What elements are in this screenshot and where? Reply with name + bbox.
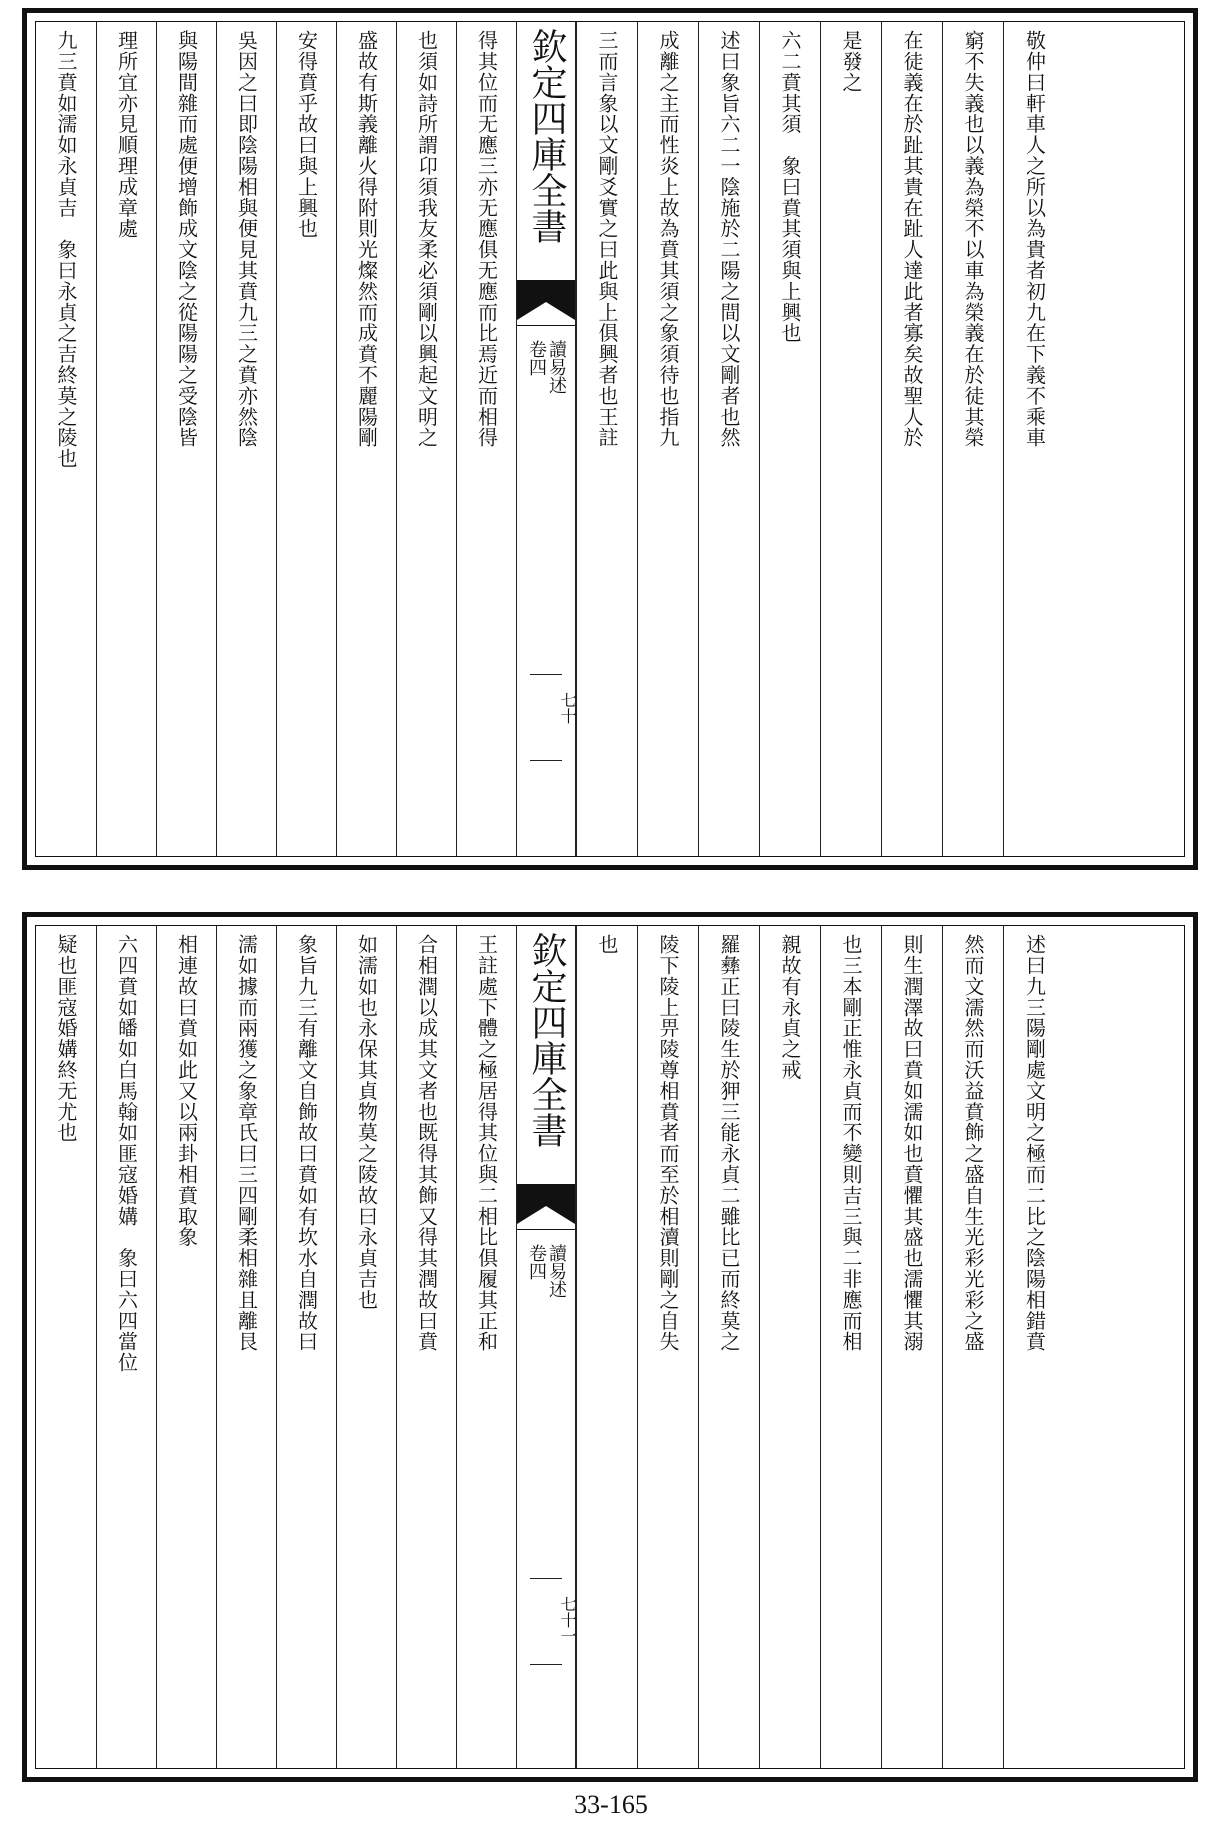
text-column [881,22,942,856]
text-column [698,926,759,1768]
column-text: 得其位而无應三亦无應俱无應而比焉近而相得 [474,30,499,448]
text-column [820,926,881,1768]
text-column [576,926,637,1768]
text-column [942,926,1003,1768]
text-column [576,22,637,856]
column-text: 也三本剛正惟永貞而不變則吉三與二非應而相 [839,934,863,1352]
text-column [820,22,881,856]
text-column [216,22,276,856]
column-text: 述曰象旨六二一陰施於二陽之間以文剛者也然 [717,30,741,448]
column-text: 羅彝正曰陵生於狎三能永貞二雖比已而終莫之 [717,934,741,1352]
page-number: 七十 [558,692,577,724]
divider-line [530,1578,563,1579]
book-info [517,1244,575,1298]
book-info [517,340,575,394]
center-banner [516,22,576,856]
text-column [1003,926,1065,1768]
book-title: 讀易述 [546,340,567,394]
text-column [396,926,456,1768]
column-text: 親故有永貞之戒 [778,934,802,1081]
text-column [216,926,276,1768]
text-column [396,22,456,856]
juan-label: 卷四 [526,1244,547,1280]
column-text: 也須如詩所謂卬須我友柔必須剛以興起文明之 [414,30,439,448]
page-frame [35,21,1185,857]
text-column [156,926,216,1768]
column-text: 則生潤澤故曰賁如濡如也賁懼其盛也濡懼其溺 [900,934,924,1352]
column-text: 相連故曰賁如此又以兩卦相賁取象 [174,934,199,1248]
column-text: 與陽間雜而處便增飾成文陰之從陽陽之受陰皆 [174,30,199,448]
page-lower [22,912,1198,1782]
text-column [36,22,96,856]
text-column [881,926,942,1768]
column-text: 疑也匪寇婚媾終无尤也 [54,934,78,1143]
column-text: 盛故有斯義離火得附則光燦然而成賁不麗陽剛 [354,30,379,448]
column-text: 是發之 [839,30,863,93]
text-column [156,22,216,856]
text-column [456,926,516,1768]
text-column [637,926,698,1768]
text-column [96,22,156,856]
text-column [759,926,820,1768]
center-banner [516,926,576,1768]
page-number: 七十一 [558,1596,577,1644]
text-column [36,926,96,1768]
column-text: 六四賁如皤如白馬翰如匪寇婚媾 象曰六四當位 [114,934,139,1373]
column-text: 如濡如也永保其貞物莫之陵故曰永貞吉也 [354,934,379,1311]
column-text: 述曰九三陽剛處文明之極而二比之陰陽相錯賁 [1022,934,1047,1352]
page-footer-number: 33-165 [574,1790,648,1819]
text-column [759,22,820,856]
juan-label: 卷四 [526,340,547,376]
column-text: 在徒義在於趾其貴在趾人達此者寡矣故聖人於 [900,30,924,448]
text-column [637,22,698,856]
text-column [1003,22,1065,856]
page-upper [22,8,1198,870]
book-title: 讀易述 [546,1244,567,1298]
column-text: 濡如據而兩獲之象章氏曰三四剛柔相雜且離艮 [234,934,259,1352]
text-column [96,926,156,1768]
divider-line [530,674,563,675]
column-text: 窮不失義也以義為榮不以車為榮義在於徒其榮 [961,30,985,448]
divider-line [530,760,563,761]
column-text: 王註處下體之極居得其位與二相比俱履其正和 [474,934,499,1352]
text-column [336,22,396,856]
text-column [276,926,336,1768]
column-text: 象旨九三有離文自飾故曰賁如有坎水自潤故曰 [294,934,319,1352]
column-text: 六二賁其須 象曰賁其須與上興也 [778,30,802,344]
page-frame [35,925,1185,1769]
column-text: 安得賁乎故曰與上興也 [294,30,319,239]
fishtail-ornament [517,1184,575,1230]
column-text: 理所宜亦見順理成章處 [114,30,139,239]
column-text: 三而言象以文剛爻實之曰此與上俱興者也王註 [595,30,619,448]
column-text: 也 [595,934,619,955]
text-column [456,22,516,856]
column-text: 合相潤以成其文者也既得其飾又得其潤故曰賁 [414,934,439,1352]
column-text: 吳因之曰即陰陽相與便見其賁九三之賁亦然陰 [234,30,259,448]
library-title: 欽定四庫全書 [526,932,567,1148]
column-text: 成離之主而性炎上故為賁其須之象須待也指九 [656,30,680,448]
column-text: 九三賁如濡如永貞吉 象曰永貞之吉終莫之陵也 [54,30,78,469]
column-text: 然而文濡然而沃益賁飾之盛自生光彩光彩之盛 [961,934,985,1352]
fishtail-ornament [517,280,575,326]
text-column [942,22,1003,856]
divider-line [530,1664,563,1665]
text-column [698,22,759,856]
column-text: 敬仲曰軒車人之所以為貴者初九在下義不乘車 [1022,30,1047,448]
library-title: 欽定四庫全書 [526,28,567,244]
text-column [276,22,336,856]
text-column [336,926,396,1768]
column-text: 陵下陵上畀陵尊相賁者而至於相瀆則剛之自失 [656,934,680,1352]
